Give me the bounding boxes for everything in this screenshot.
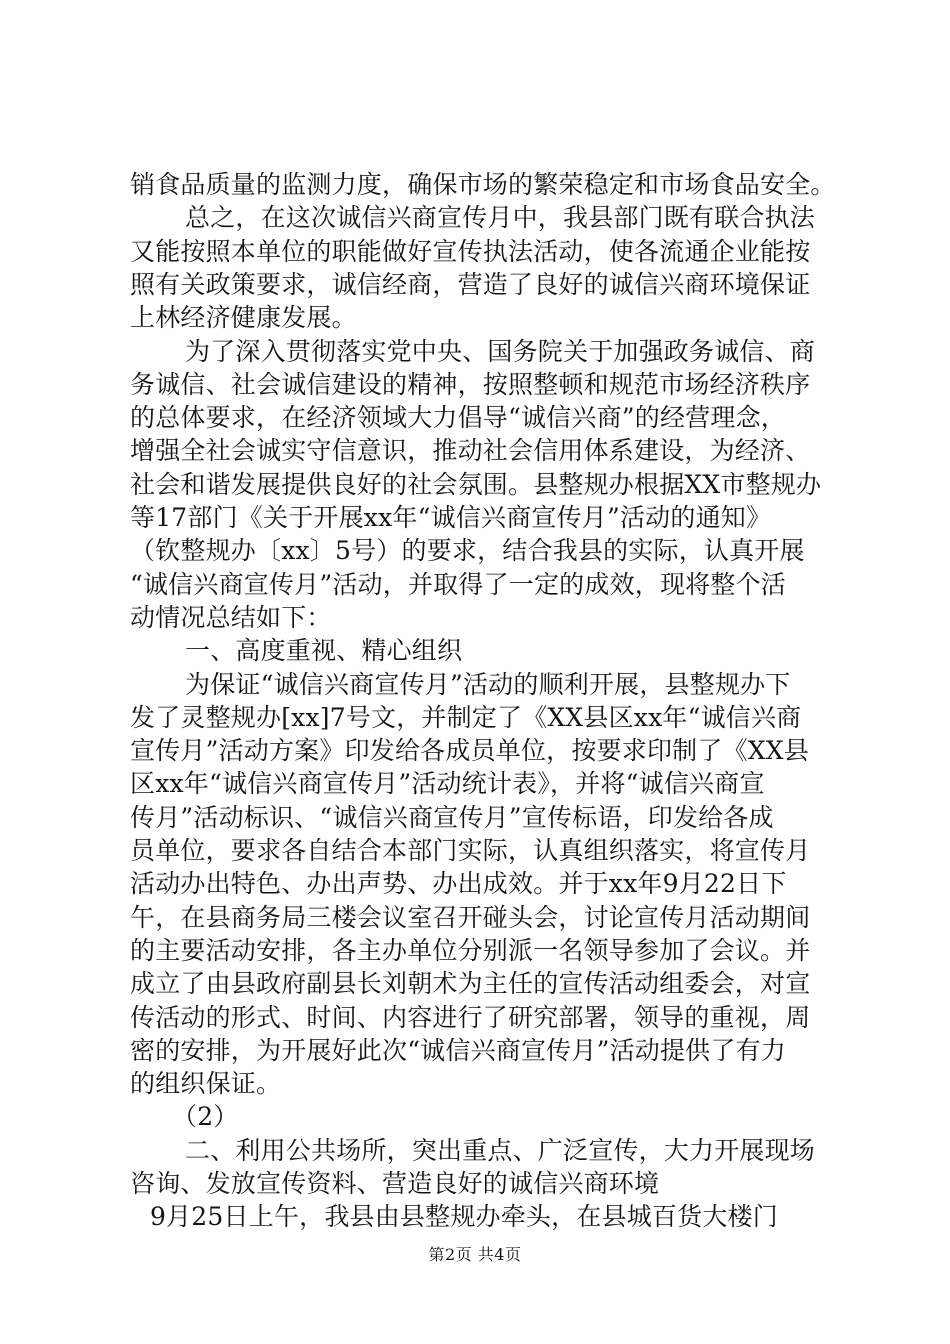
text-line: 咨询、发放宣传资料、营造良好的诚信兴商环境: [130, 1169, 660, 1198]
text-line: “诚信兴商宣传月”活动，并取得了一定的成效，现将整个活: [130, 569, 786, 599]
text-line: 传月”活动标识、“诚信兴商宣传月”宣传标语，印发给各成: [130, 802, 774, 832]
text-line: 传活动的形式、时间、内容进行了研究部署，领导的重视，周: [130, 1002, 811, 1032]
text-line: 上林经济健康发展。: [130, 303, 357, 333]
text-line: 社会和谐发展提供良好的社会氛围。县整规办根据XX市整规办: [130, 469, 822, 499]
text-line: 为了深入贯彻落实党中央、国务院关于加强政务诚信、商: [185, 336, 816, 366]
text-line: 为保证“诚信兴商宣传月”活动的顺利开展，县整规办下: [185, 669, 791, 699]
text-line: 发了灵整规办[xx]7号文，并制定了《XX县区xx年“诚信兴商: [130, 702, 802, 732]
text-line: 密的安排，为开展好此次“诚信兴商宣传月”活动提供了有力: [130, 1035, 786, 1065]
text-line: （钦整规办〔xx〕5号）的要求，结合我县的实际，认真开展: [130, 536, 805, 566]
text-line: 动情况总结如下：: [130, 602, 332, 632]
section-heading: 一、高度重视、精心组织: [185, 636, 463, 666]
text-line: 的总体要求，在经济领域大力倡导“诚信兴商”的经营理念，: [130, 403, 786, 433]
text-line: 又能按照本单位的职能做好宣传执法活动，使各流通企业能按: [130, 236, 811, 266]
text-line: 9月25日上午，我县由县整规办牵头，在县城百货大楼门: [150, 1202, 778, 1232]
section-heading: 二、利用公共场所，突出重点、广泛宣传，大力开展现场: [185, 1135, 816, 1165]
text-line: 的主要活动安排，各主办单位分别派一名领导参加了会议。并: [130, 935, 811, 965]
text-line: 总之，在这次诚信兴商宣传月中，我县部门既有联合执法: [185, 203, 816, 233]
text-line: 销食品质量的监测力度，确保市场的繁荣稳定和市场食品安全。: [130, 170, 836, 199]
text-line: 的组织保证。: [130, 1069, 282, 1099]
text-line: 午，在县商务局三楼会议室召开碰头会，讨论宣传月活动期间: [130, 902, 811, 932]
text-line: 成立了由县政府副县长刘朝术为主任的宣传活动组委会，对宣: [130, 969, 811, 999]
text-line: 等17部门《关于开展xx年“诚信兴商宣传月”活动的通知》: [130, 503, 772, 532]
text-line: 宣传月”活动方案》印发给各成员单位，按要求印制了《XX县: [130, 736, 809, 766]
text-line: 区xx年“诚信兴商宣传月”活动统计表》，并将“诚信兴商宣: [130, 769, 765, 799]
paragraph-number: （2）: [172, 1102, 239, 1132]
page-number-footer: 第2页 共4页: [428, 1245, 522, 1264]
text-line: 活动办出特色、办出声势、办出成效。并于xx年9月22日下: [130, 869, 787, 899]
text-line: 增强全社会诚实守信意识，推动社会信用体系建设，为经济、: [130, 436, 811, 466]
text-line: 务诚信、社会诚信建设的精神，按照整顿和规范市场经济秩序: [130, 369, 811, 399]
text-line: 员单位，要求各自结合本部门实际，认真组织落实，将宣传月: [130, 836, 811, 865]
text-line: 照有关政策要求，诚信经商，营造了良好的诚信兴商环境保证: [130, 269, 811, 299]
